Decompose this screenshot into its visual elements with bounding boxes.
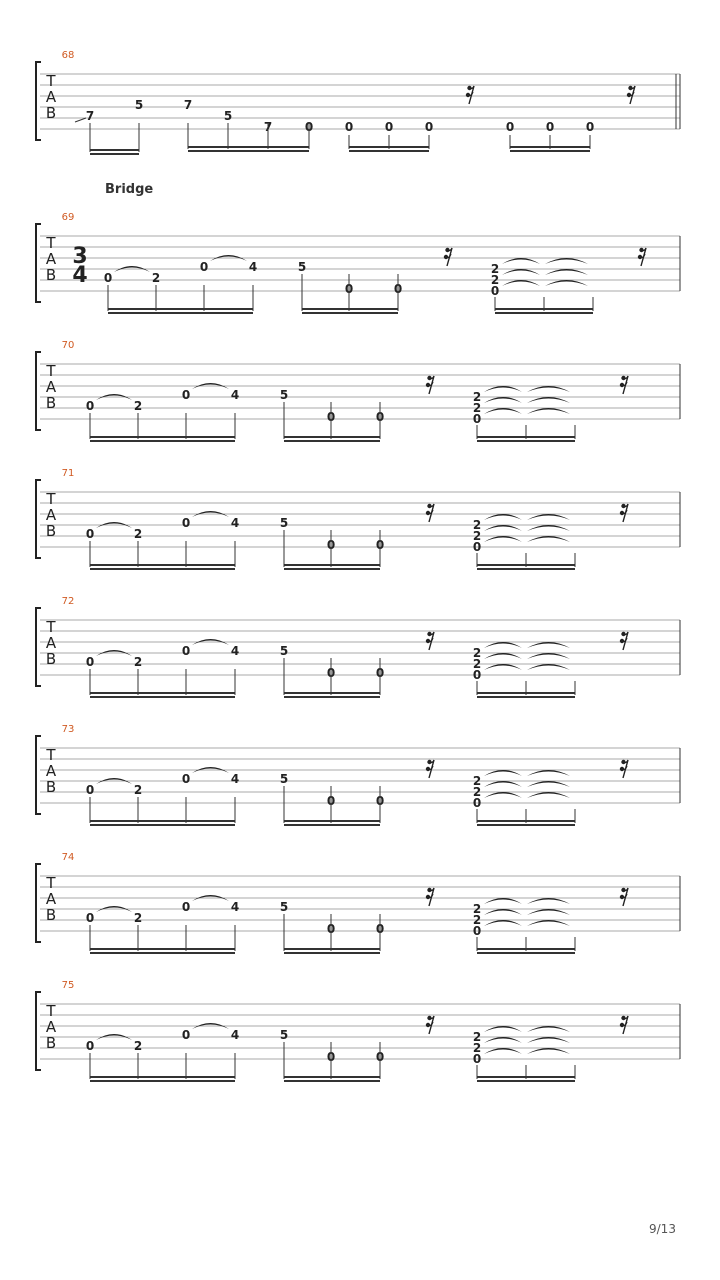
fret-number: 5	[279, 516, 289, 530]
beam	[477, 696, 575, 698]
tab-letter-a: A	[45, 88, 57, 106]
fret-number: 0	[472, 796, 482, 810]
fret-number: 0	[472, 668, 482, 682]
tab-letter-a: A	[45, 250, 57, 268]
fret-number: 0	[393, 282, 403, 296]
section-label: Bridge	[105, 182, 154, 197]
tie-arc	[484, 525, 522, 531]
fret-number: 0	[181, 900, 191, 914]
fret-number: 0	[384, 120, 394, 134]
fret-number: 4	[230, 644, 240, 658]
tie-arc	[527, 642, 570, 648]
fret-number: 0	[181, 772, 191, 786]
tab-letter-a: A	[45, 378, 57, 396]
time-signature-top: 3	[72, 244, 88, 269]
measure-number: 75	[61, 980, 75, 991]
beam	[90, 820, 235, 822]
fret-number: 2	[472, 785, 482, 799]
fret-number: 0	[472, 924, 482, 938]
fret-number: 2	[133, 399, 143, 413]
tie-arc	[484, 397, 522, 403]
tab-letter-a: A	[45, 634, 57, 652]
tie-arc	[527, 1048, 570, 1054]
beam	[90, 564, 235, 566]
fret-number: 0	[85, 1039, 95, 1053]
slide-line	[75, 118, 86, 122]
beam	[284, 1080, 380, 1082]
rest-symbol	[426, 504, 434, 522]
tab-letter-t: T	[46, 234, 56, 252]
fret-number: 0	[326, 666, 336, 680]
beam	[477, 820, 575, 822]
beam	[188, 146, 309, 148]
tie-arc	[502, 280, 540, 286]
beam	[90, 436, 235, 438]
page-number: 9/13	[649, 1222, 676, 1236]
tie-arc	[484, 1026, 522, 1032]
fret-number: 5	[279, 900, 289, 914]
beam	[284, 820, 380, 822]
beam	[477, 692, 575, 694]
fret-number: 0	[375, 410, 385, 424]
tie-arc	[545, 280, 588, 286]
fret-number: 2	[472, 646, 482, 660]
tie-arc	[484, 653, 522, 659]
beam	[477, 952, 575, 954]
tie-arc	[527, 408, 570, 414]
rest-symbol	[638, 248, 646, 266]
beam	[284, 952, 380, 954]
rest-symbol	[627, 86, 635, 104]
tab-letter-b: B	[45, 522, 57, 540]
tab-letter-b: B	[45, 394, 57, 412]
tie-arc	[527, 386, 570, 392]
tie-arc	[484, 781, 522, 787]
fret-number: 0	[472, 412, 482, 426]
fret-number: 0	[375, 794, 385, 808]
tie-arc	[527, 525, 570, 531]
rest-symbol	[620, 1016, 628, 1034]
beam	[284, 440, 380, 442]
tie-arc	[484, 664, 522, 670]
fret-number: 2	[490, 273, 500, 287]
fret-number: 2	[490, 262, 500, 276]
fret-number: 2	[472, 390, 482, 404]
fret-number: 4	[230, 772, 240, 786]
beam	[477, 1080, 575, 1082]
beam	[90, 153, 139, 155]
beam	[90, 692, 235, 694]
beam	[284, 948, 380, 950]
measure-number: 73	[61, 724, 75, 735]
beam	[284, 696, 380, 698]
tab-letter-b: B	[45, 266, 57, 284]
measure-number: 71	[61, 468, 75, 479]
fret-number: 0	[424, 120, 434, 134]
fret-number: 7	[263, 120, 273, 134]
fret-number: 5	[223, 109, 233, 123]
fret-number: 2	[472, 1030, 482, 1044]
fret-number: 0	[85, 655, 95, 669]
fret-number: 5	[279, 1028, 289, 1042]
fret-number: 0	[375, 666, 385, 680]
fret-number: 2	[472, 529, 482, 543]
fret-number: 2	[472, 774, 482, 788]
tie-arc	[527, 920, 570, 926]
measure-number: 68	[61, 50, 75, 61]
fret-number: 5	[297, 260, 307, 274]
beam	[477, 948, 575, 950]
tie-arc	[527, 1037, 570, 1043]
rest-symbol	[426, 888, 434, 906]
tie-arc	[527, 781, 570, 787]
fret-number: 0	[472, 540, 482, 554]
fret-number: 0	[103, 271, 113, 285]
fret-number: 0	[375, 922, 385, 936]
tab-letter-t: T	[46, 746, 56, 764]
beam	[90, 948, 235, 950]
beam	[108, 308, 253, 310]
fret-number: 0	[375, 1050, 385, 1064]
beam	[90, 1080, 235, 1082]
fret-number: 4	[230, 388, 240, 402]
tie-arc	[527, 792, 570, 798]
tab-letter-b: B	[45, 1034, 57, 1052]
fret-number: 4	[230, 1028, 240, 1042]
tie-arc	[527, 909, 570, 915]
beam	[510, 146, 590, 148]
beam	[90, 149, 139, 151]
tie-arc	[527, 514, 570, 520]
tie-arc	[502, 269, 540, 275]
tab-letter-b: B	[45, 650, 57, 668]
fret-number: 0	[326, 922, 336, 936]
rest-symbol	[620, 760, 628, 778]
fret-number: 2	[133, 1039, 143, 1053]
fret-number: 5	[279, 772, 289, 786]
tab-letter-t: T	[46, 618, 56, 636]
tie-arc	[527, 653, 570, 659]
fret-number: 0	[304, 120, 314, 134]
tie-arc	[484, 770, 522, 776]
tie-arc	[484, 386, 522, 392]
beam	[90, 568, 235, 570]
tie-arc	[527, 1026, 570, 1032]
tie-arc	[484, 792, 522, 798]
fret-number: 7	[85, 109, 95, 123]
tie-arc	[484, 536, 522, 542]
tie-arc	[527, 770, 570, 776]
tab-letter-t: T	[46, 874, 56, 892]
tab-letter-a: A	[45, 506, 57, 524]
rest-symbol	[620, 504, 628, 522]
fret-number: 5	[134, 98, 144, 112]
beam	[349, 146, 429, 148]
tie-arc	[484, 642, 522, 648]
fret-number: 2	[472, 518, 482, 532]
rest-symbol	[620, 632, 628, 650]
rest-symbol	[426, 632, 434, 650]
beam	[90, 952, 235, 954]
fret-number: 4	[230, 516, 240, 530]
tab-letter-t: T	[46, 490, 56, 508]
tie-arc	[527, 536, 570, 542]
fret-number: 0	[545, 120, 555, 134]
rest-symbol	[426, 760, 434, 778]
fret-number: 0	[326, 410, 336, 424]
beam	[477, 1076, 575, 1078]
tab-letter-t: T	[46, 362, 56, 380]
tie-arc	[545, 258, 588, 264]
fret-number: 0	[344, 282, 354, 296]
tab-letter-a: A	[45, 890, 57, 908]
fret-number: 2	[472, 902, 482, 916]
beam	[284, 824, 380, 826]
fret-number: 2	[472, 401, 482, 415]
beam	[284, 1076, 380, 1078]
tie-arc	[484, 898, 522, 904]
fret-number: 0	[344, 120, 354, 134]
fret-number: 0	[199, 260, 209, 274]
tab-letter-t: T	[46, 1002, 56, 1020]
rest-symbol	[426, 376, 434, 394]
tab-letter-t: T	[46, 72, 56, 90]
beam	[495, 312, 593, 314]
fret-number: 0	[585, 120, 595, 134]
fret-number: 0	[85, 527, 95, 541]
fret-number: 0	[326, 538, 336, 552]
beam	[302, 308, 398, 310]
fret-number: 0	[181, 1028, 191, 1042]
fret-number: 0	[326, 1050, 336, 1064]
tie-arc	[484, 920, 522, 926]
beam	[495, 308, 593, 310]
tab-letter-b: B	[45, 778, 57, 796]
rest-symbol	[444, 248, 452, 266]
fret-number: 0	[505, 120, 515, 134]
fret-number: 0	[472, 1052, 482, 1066]
fret-number: 2	[472, 1041, 482, 1055]
fret-number: 0	[490, 284, 500, 298]
fret-number: 2	[472, 913, 482, 927]
fret-number: 2	[472, 657, 482, 671]
tie-arc	[484, 408, 522, 414]
measure-number: 72	[61, 596, 75, 607]
tab-letter-b: B	[45, 104, 57, 122]
beam	[477, 564, 575, 566]
fret-number: 0	[85, 399, 95, 413]
beam	[284, 436, 380, 438]
fret-number: 4	[230, 900, 240, 914]
fret-number: 0	[326, 794, 336, 808]
beam	[477, 440, 575, 442]
tie-arc	[484, 1037, 522, 1043]
rest-symbol	[466, 86, 474, 104]
tie-arc	[527, 898, 570, 904]
measure-number: 70	[61, 340, 75, 351]
tie-arc	[484, 1048, 522, 1054]
beam	[90, 440, 235, 442]
fret-number: 0	[181, 516, 191, 530]
fret-number: 5	[279, 644, 289, 658]
beam	[477, 436, 575, 438]
beam	[477, 824, 575, 826]
fret-number: 2	[133, 655, 143, 669]
fret-number: 0	[375, 538, 385, 552]
beam	[349, 150, 429, 152]
fret-number: 7	[183, 98, 193, 112]
measure-number: 69	[61, 212, 75, 223]
tie-arc	[502, 258, 540, 264]
beam	[90, 824, 235, 826]
fret-number: 4	[248, 260, 258, 274]
tie-arc	[545, 269, 588, 275]
beam	[302, 312, 398, 314]
tab-letter-a: A	[45, 1018, 57, 1036]
tab-letter-a: A	[45, 762, 57, 780]
fret-number: 0	[181, 388, 191, 402]
time-signature-bottom: 4	[72, 263, 88, 288]
fret-number: 0	[181, 644, 191, 658]
beam	[188, 150, 309, 152]
measure-number: 74	[61, 852, 75, 863]
fret-number: 0	[85, 783, 95, 797]
fret-number: 2	[133, 527, 143, 541]
beam	[90, 1076, 235, 1078]
fret-number: 0	[85, 911, 95, 925]
rest-symbol	[426, 1016, 434, 1034]
tie-arc	[484, 514, 522, 520]
beam	[284, 564, 380, 566]
beam	[284, 692, 380, 694]
tie-arc	[527, 664, 570, 670]
fret-number: 2	[133, 783, 143, 797]
fret-number: 2	[133, 911, 143, 925]
tie-arc	[527, 397, 570, 403]
fret-number: 5	[279, 388, 289, 402]
fret-number: 2	[151, 271, 161, 285]
beam	[477, 568, 575, 570]
tab-letter-b: B	[45, 906, 57, 924]
beam	[284, 568, 380, 570]
beam	[510, 150, 590, 152]
rest-symbol	[620, 888, 628, 906]
beam	[108, 312, 253, 314]
rest-symbol	[620, 376, 628, 394]
beam	[90, 696, 235, 698]
tie-arc	[484, 909, 522, 915]
